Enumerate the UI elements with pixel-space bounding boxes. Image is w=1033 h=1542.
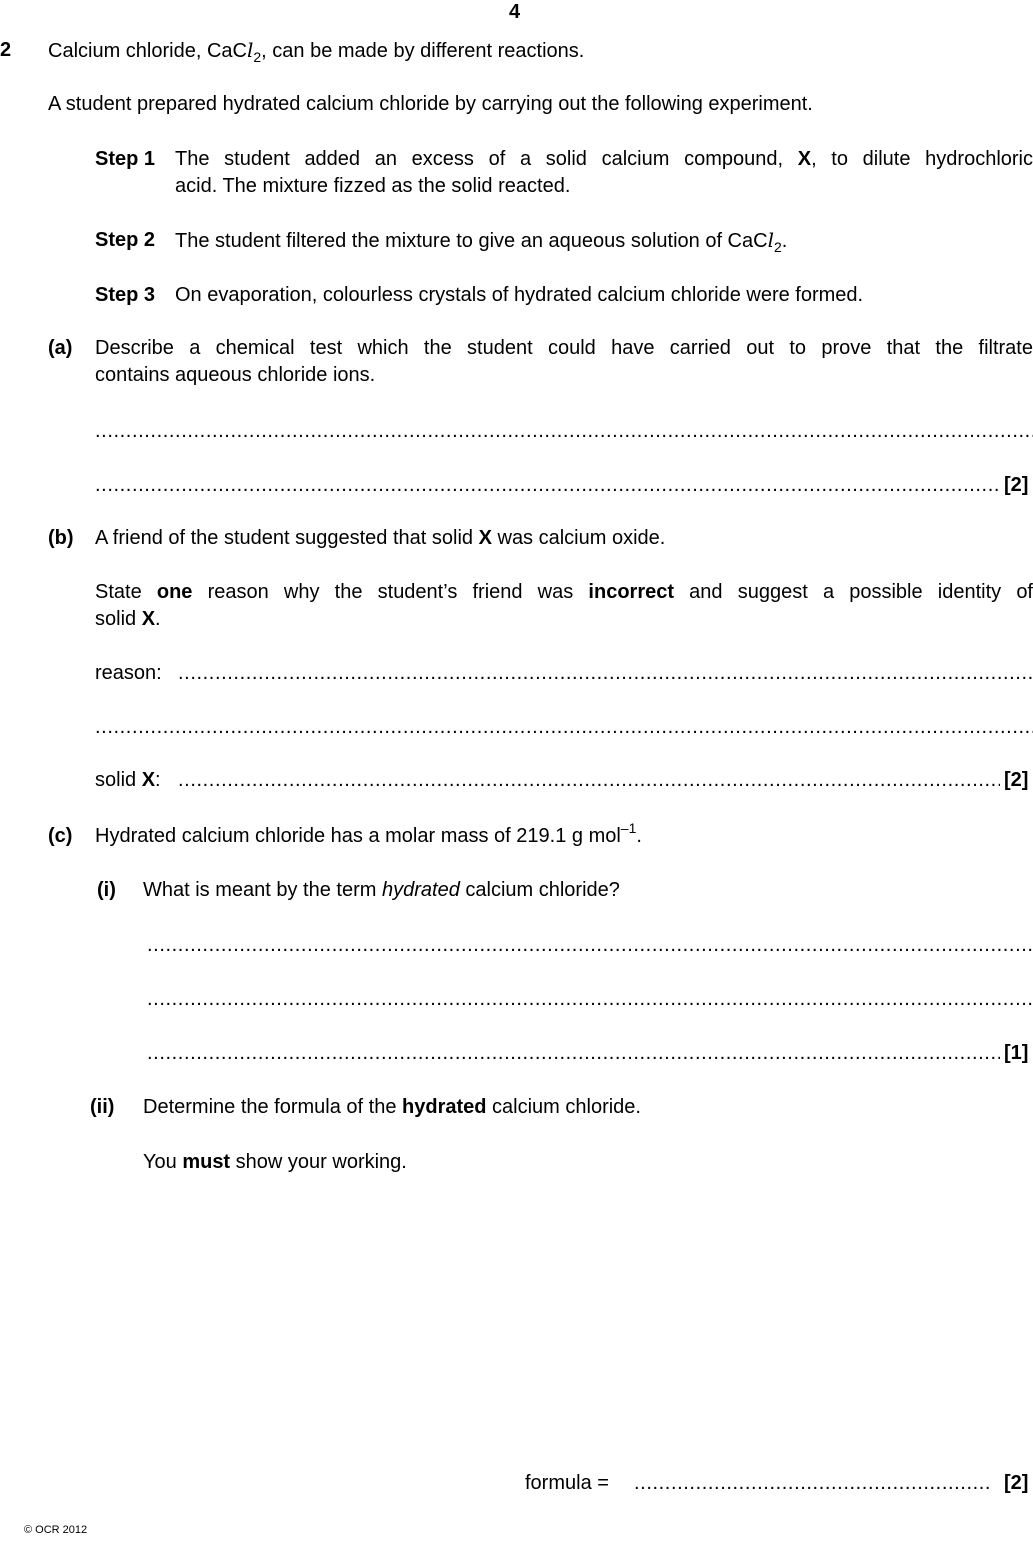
part-b-marks: [2] xyxy=(1004,769,1029,791)
part-a-question-line1: Describe a chemical test which the student could have carried out to prove that the filtrate xyxy=(95,337,1033,359)
step-2-label: Step 2 xyxy=(95,229,156,251)
experiment-text: A student prepared hydrated calcium chloride by carrying out the following experiment. xyxy=(48,93,813,115)
step-1-text-line1: The student added an excess of a solid calcium compound, X, to dilute hydrochloric xyxy=(175,148,1033,170)
question-number: 2 xyxy=(0,39,12,61)
part-a-label: (a) xyxy=(48,337,73,359)
part-c-i-answer-line-1[interactable] xyxy=(147,933,1033,957)
formula-answer-line[interactable] xyxy=(634,1471,992,1495)
formula-label: formula = xyxy=(525,1472,609,1494)
part-c-label: (c) xyxy=(48,825,73,847)
page-number: 4 xyxy=(509,1,521,23)
solid-x-label: solid X: xyxy=(95,769,161,791)
step-3-text: On evaporation, colourless crystals of hydrated calcium chloride were formed. xyxy=(175,284,864,306)
part-b-instruction-line2: solid X. xyxy=(95,608,161,630)
part-a-question-line2: contains aqueous chloride ions. xyxy=(95,364,376,386)
step-2-text: The student filtered the mixture to give an aqueous solution of CaCl$_2$. xyxy=(175,228,788,255)
part-a-answer-line-1[interactable] xyxy=(95,419,1033,443)
question-intro: Calcium chloride, CaCl$_2$, can be made by different reactions. xyxy=(48,38,585,65)
part-b-label: (b) xyxy=(48,527,74,549)
part-c-ii-marks: [2] xyxy=(1004,1472,1029,1494)
part-b-question: A friend of the student suggested that solid X was calcium oxide. xyxy=(95,527,666,549)
part-b-instruction-line1: State one reason why the student’s friend was incorrect and suggest a possible identity of xyxy=(95,581,1033,603)
step-1-label: Step 1 xyxy=(95,148,156,170)
reason-answer-line-2[interactable] xyxy=(95,715,1033,739)
solid-x-answer-line[interactable] xyxy=(178,768,1000,792)
part-c-ii-label: (ii) xyxy=(90,1096,115,1118)
working-instruction: You must show your working. xyxy=(143,1151,407,1173)
step-3-label: Step 3 xyxy=(95,284,156,306)
part-c-i-marks: [1] xyxy=(1004,1042,1029,1064)
step-1-text-line2: acid. The mixture fizzed as the solid reacted. xyxy=(175,175,571,197)
part-c-i-label: (i) xyxy=(97,879,116,901)
part-c-i-answer-line-2[interactable] xyxy=(147,987,1033,1011)
part-c-i-answer-line-3[interactable] xyxy=(147,1041,1000,1065)
part-a-answer-line-2[interactable] xyxy=(95,473,1000,497)
part-c-ii-question: Determine the formula of the hydrated calcium chloride. xyxy=(143,1096,641,1118)
part-c-i-question: What is meant by the term hydrated calcium chloride? xyxy=(143,879,620,901)
reason-answer-line-1[interactable] xyxy=(178,661,1033,685)
part-a-marks: [2] xyxy=(1004,474,1029,496)
reason-label: reason: xyxy=(95,662,162,684)
copyright: © OCR 2012 xyxy=(24,1524,88,1536)
part-c-text: Hydrated calcium chloride has a molar mass of 219.1 g mol$^{-1}$. xyxy=(95,820,642,847)
